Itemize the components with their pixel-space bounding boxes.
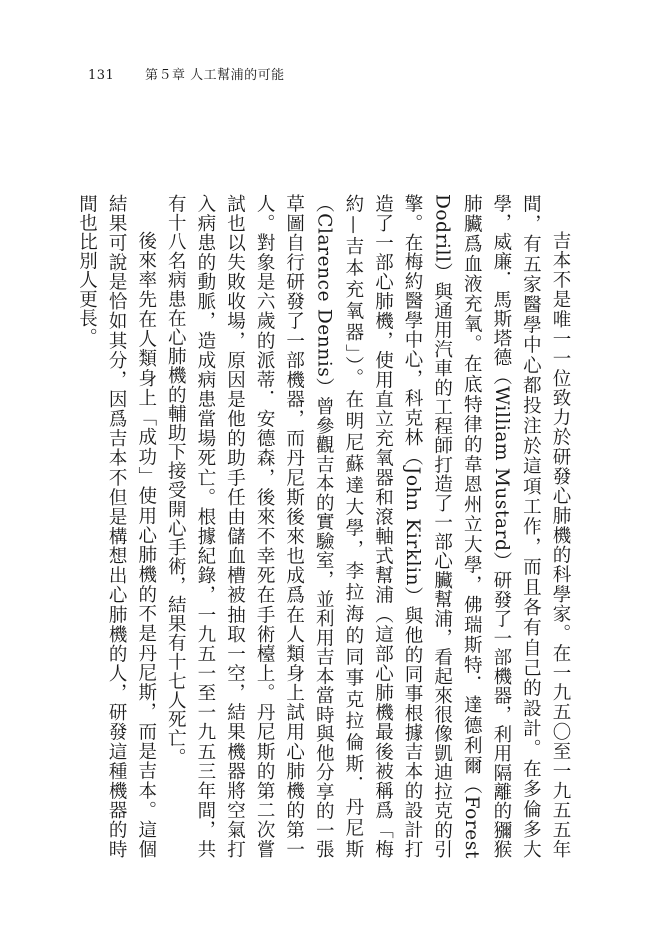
page-number: 131 [88,68,115,83]
chapter-title: 人工幫浦的可能 [190,68,285,83]
chapter-label: 第５章 [144,68,186,83]
vertical-body-text [76,194,575,859]
paragraph-2: 後來率先在人類身上「成功」使用心肺機的不是丹尼斯，而是吉本。這個結果可說是恰如其分，因爲吉本不但是構想出心肺機的人，研發這種機器的時間也比別人更長。 [76,194,157,859]
paragraph-1: 吉本不是唯一一位致力於研發心肺機的科學家。在一九五〇至一九五五年間，有五家醫學中心都投注於這項工作，而且各有自己的設計。在多倫多大學，威廉．馬斯塔德（William Mustard）研發了一部機器，利用隔離的獼猴肺臟爲血液充氧。在底特律的韋恩州立大學，佛瑞斯特．達德利爾（Forest Dodrill）與通用汽車的工程師打造了一部心臟幫浦，看起來很像凱迪拉克的引擎。在梅約醫學中心，科克林（John Kirklin）與他的同事根據吉本的設計打造了一部心肺機，使用直立充氧器和滾軸式幫浦（這部心肺機最後被稱爲「梅約—吉本充氧器」）。在明尼蘇達大學，李拉海的同事克拉倫斯．丹尼斯（Clarence Dennis）曾參觀吉本的實驗室，並利用吉本當時與他分享的一張草圖自行研發了一部機器，而丹尼斯後來也成爲在人類身上試用心肺機的第一人。對象是六歲的派蒂．安德森，後來不幸死在手術檯上。丹尼斯的第二次嘗試也以失敗收場，原因是他的助手任由儲血槽被抽取一空，結果機器將空氣打入病患的動脈，造成病患當場死亡。根據紀錄，一九五一至一九五三年間，共有十八名病患在心肺機的輔助下接受開心手術，結果有十七人死亡。 [165,194,571,859]
running-header [88,64,285,83]
